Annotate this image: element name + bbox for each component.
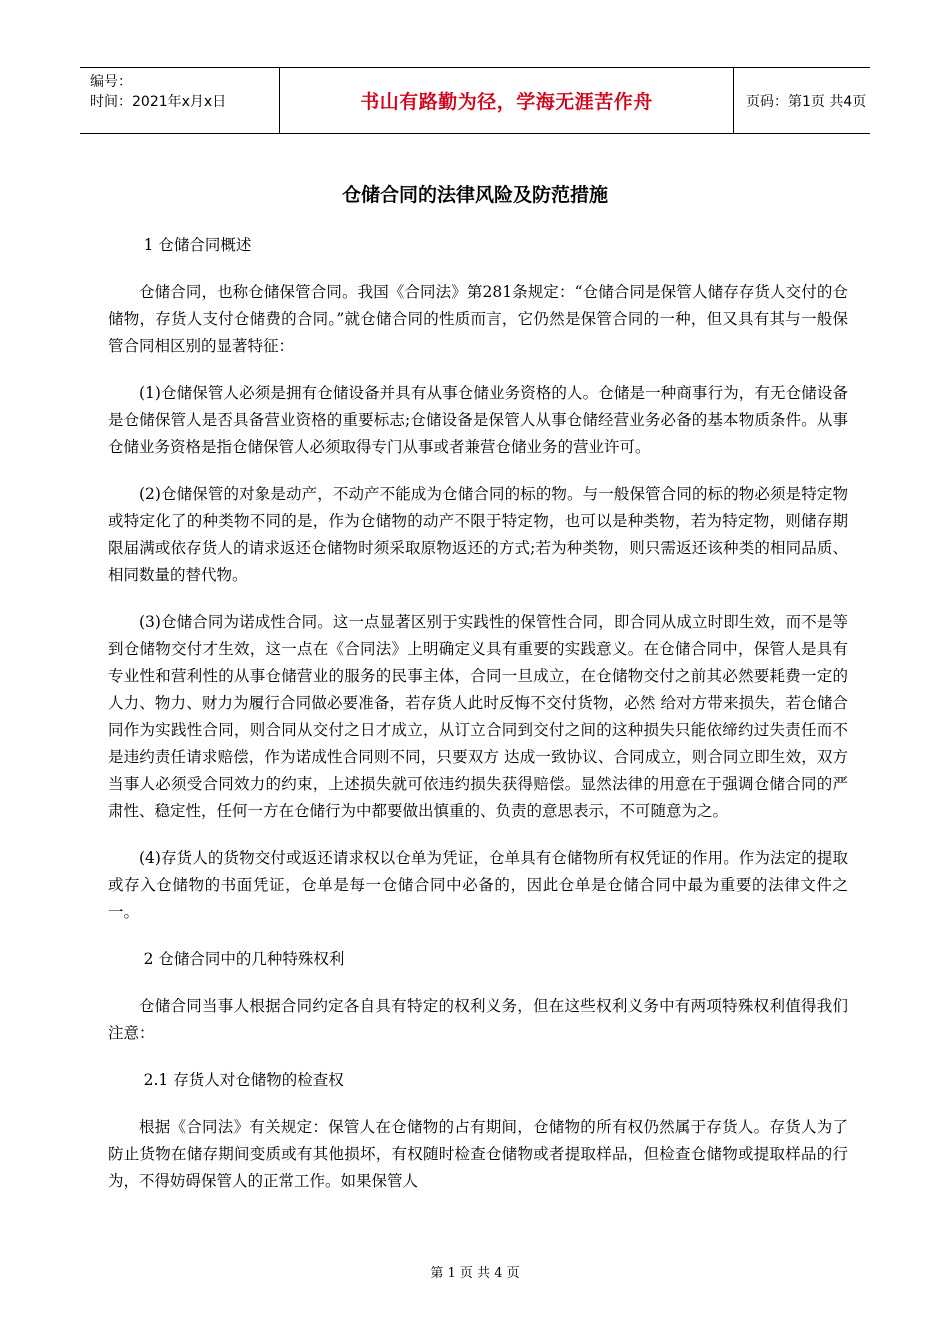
paragraph: 根据《合同法》有关规定：保管人在仓储物的占有期间，仓储物的所有权仍然属于存货人。存货人为了防止货物在储存期间变质或有其他损坏，有权随时检查仓储物或者提取样品，但检查仓储物或提取样品的行为，不得妨碍保管人的正常工作。如果保管人: [108, 1118, 848, 1190]
document-number-label: 编号：: [90, 74, 132, 90]
paragraph: (4)存货人的货物交付或返还请求权以仓单为凭证，仓单具有仓储物所有权凭证的作用。作为法定的提取或存入仓储物的书面凭证，仓单是每一仓储合同中必备的，因此仓单是仓储合同中最为重要的法律文件之一。: [108, 849, 848, 921]
paragraph: (2)仓储保管的对象是动产，不动产不能成为仓储合同的标的物。与一般保管合同的标的物必须是特定物或特定化了的种类物不同的是，作为仓储物的动产不限于特定物，也可以是种类物，若为特定物，则储存期限届满或依存货人的请求返还仓储物时须采取原物返还的方式;若为种类物，则只需返还该种类的相同品质、相同数量的替代物。: [108, 485, 848, 584]
section-heading: 2 仓储合同中的几种特殊权利: [143, 950, 345, 968]
document-body: [108, 232, 848, 1215]
section-heading: 1 仓储合同概述: [143, 236, 252, 254]
header-page-cell: [734, 68, 870, 133]
document-date-label: 时间：2021年x月x日: [90, 94, 227, 110]
header-table: [80, 67, 870, 134]
document-title: 仓储合同的法律风险及防范措施: [341, 184, 608, 206]
motto-text: 书山有路勤为径，学海无涯苦作舟: [360, 91, 653, 113]
header-motto-cell: [280, 68, 734, 133]
subsection-heading: 2.1 存货人对仓储物的检查权: [143, 1071, 344, 1089]
paragraph: (1)仓储保管人必须是拥有仓储设备并具有从事仓储业务资格的人。仓储是一种商事行为，有无仓储设备是仓储保管人是否具备营业资格的重要标志;仓储设备是保管人从事仓储经营业务必备的基本物质条件。从事仓储业务资格是指仓储保管人必须取得专门从事或者兼营仓储业务的营业许可。: [108, 384, 848, 456]
header-page-number: 页码：第1页 共4页: [746, 93, 867, 110]
paragraph: 仓储合同，也称仓储保管合同。我国《合同法》第281条规定：“仓储合同是保管人储存存货人交付的仓储物，存货人支付仓储费的合同。”就仓储合同的性质而言，它仍然是保管合同的一种，但又具有其与一般保管合同相区别的显著特征：: [108, 283, 848, 355]
paragraph: (3)仓储合同为诺成性合同。这一点显著区别于实践性的保管性合同，即合同从成立时即生效，而不是等到仓储物交付才生效，这一点在《合同法》上明确定义具有重要的实践意义。在仓储合同中，保管人是具有专业性和营利性的从事仓储营业的服务的民事主体，合同一旦成立，在仓储物交付之前其必然要耗费一定的人力、物力、财力为履行合同做必要准备，若存货人此时反悔不交付货物，必然 给对方带来损失，若仓储合同作为实践性合同，则合同从交付之日才成立，从订立合同到交付之间的这种损失只能依缔约过失责任而不是违约责任请求赔偿，作为诺成性合同则不同，只要双方 达成一致协议、合同成立，则合同立即生效，双方当事人必须受合同效力的约束，上述损失就可依违约损失获得赔偿。显然法律的用意在于强调仓储合同的严肃性、稳定性，任何一方在仓储行为中都要做出慎重的、负责的意思表示，不可随意为之。: [108, 613, 848, 820]
header-info-cell: [80, 68, 280, 133]
paragraph: 仓储合同当事人根据合同约定各自具有特定的权利义务，但在这些权利义务中有两项特殊权利值得我们注意：: [108, 997, 848, 1042]
page-footer: 第 1 页 共 4 页: [430, 1266, 520, 1281]
